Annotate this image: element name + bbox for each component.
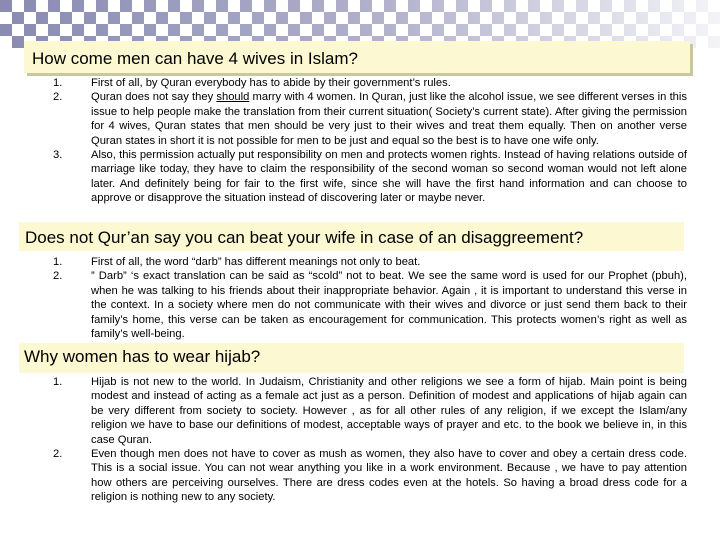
section-heading-1 — [24, 41, 690, 73]
list-item: 3. Also, this permission actually put responsibility on men and protects women rights. Instead of having relations outside of marriage like today, they have to claim the responsibility of the second woman so second woman would not left alone later. And definitely being for fair to the first wife, since she will have the first hand information and can choose to approve or disapprove the situation instead of discovering later or maybe never. — [53, 149, 687, 205]
section-title-1: How come men can have 4 wives in Islam? — [32, 49, 358, 68]
list-item: 1. First of all, the word “darb” has different meanings not only to beat. — [53, 256, 421, 268]
section-list-1 — [53, 76, 687, 206]
list-item: 1. Hijab is not new to the world. In Judaism, Christianity and other religions we see a form of hijab. Main point is being modest and instead of acting as a female act just as a person. Definition of modest and applications of hijab again can be very different from society to society. However , as for all other rules of any religion, if we except the Islam/any religion we have to base our definitions of modest, acceptable ways of prayer and etc. to the book we believe in, in this case Quran. — [53, 376, 687, 446]
section-title-3: Why women has to wear hijab? — [24, 347, 261, 366]
list-item: 1. First of all, by Quran everybody has to abide by their government’s rules. — [53, 77, 451, 89]
section-heading-2 — [19, 222, 684, 251]
section-list-2 — [53, 255, 687, 341]
list-item: 2. ” Darb” ‘s exact translation can be said as “scold” not to beat. We see the same word is used for our Prophet (pbuh), when he was talking to his friends about their inappropriate behavior. Again , it is important to understand this verse in the context. In a society where men do not communicate with their wives and divorce or just send them back to their family’s home, this verse can be taken as encouragement for communication. This protects women’s right as well as family’s well-being. — [53, 270, 687, 341]
section-list-3 — [53, 375, 687, 505]
list-item: 2. Quran does not say they should marry with 4 women. In Quran, just like the alcohol issue, we see different verses in this issue to help people make the translation from their current situation( Society’s current state). After giving the permission for 4 wives, Quran states that men should be very just to their wives and treat them equally. Then on another verse Quran states in short it is not possible for men to be just and equal so the best is to have one wife only. — [53, 91, 687, 147]
list-item: 2. Even though men does not have to cover as mush as women, they also have to cover and obey a certain dress code. This is a social issue. You can not wear anything you like in a work environment. Because , we have to pay attention how others are perceiving ourselves. There are dress codes even at the hotels. So having a broad dress code for a religion is nothing new to any society. — [53, 448, 687, 504]
section-heading-3 — [19, 343, 684, 373]
section-title-2: Does not Qur’an say you can beat your wife in case of an disaggreement? — [25, 228, 584, 247]
